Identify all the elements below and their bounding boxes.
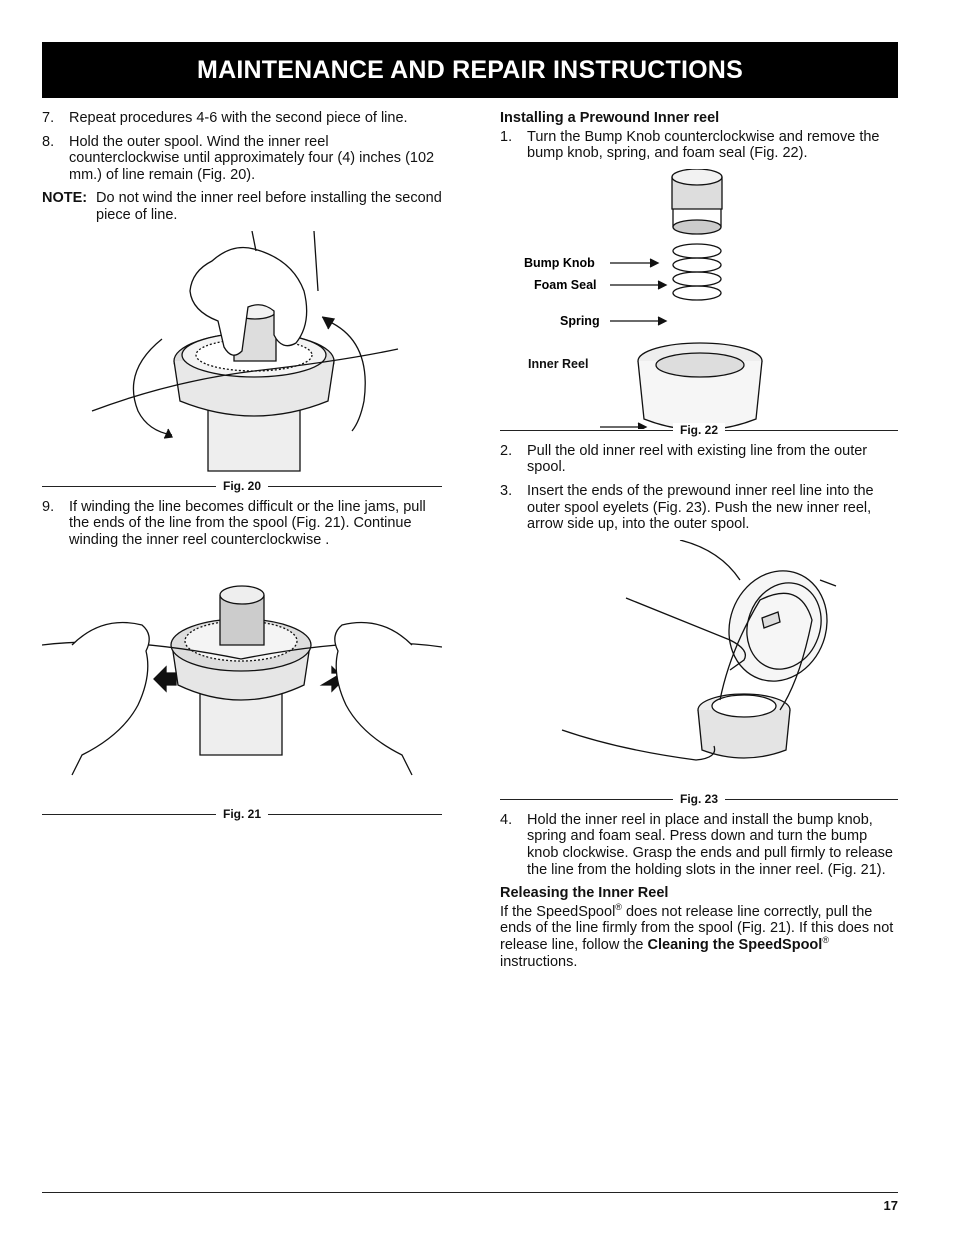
step-number: 4. bbox=[500, 811, 513, 828]
fig22-caption bbox=[500, 423, 898, 437]
cleaning-reference: Cleaning the SpeedSpool bbox=[647, 936, 823, 953]
step-text: Hold the inner reel in place and install the bump knob, spring and foam seal. Press down and turn the bump knob clockwise. Grasp the ends and pull firmly to release the line from the holding slots in the inner reel. (Fig. 21). bbox=[527, 811, 893, 878]
fig23-label: Fig. 23 bbox=[673, 792, 725, 806]
step-number: 2. bbox=[500, 442, 513, 459]
releasing-part3: instructions. bbox=[500, 953, 578, 970]
left-column bbox=[42, 110, 442, 827]
step-text: Pull the old inner reel with existing line from the outer spool. bbox=[527, 442, 868, 476]
fig22-illustration bbox=[500, 169, 898, 429]
fig20-label: Fig. 20 bbox=[216, 479, 268, 493]
step-7 bbox=[42, 110, 442, 127]
step-text: Repeat procedures 4-6 with the second piece of line. bbox=[69, 110, 408, 126]
figure-21 bbox=[42, 555, 442, 805]
label-spring: Spring bbox=[560, 313, 600, 328]
fig21-illustration bbox=[42, 555, 442, 805]
fig21-label: Fig. 21 bbox=[216, 807, 268, 821]
fig23-illustration bbox=[500, 540, 898, 790]
header-banner bbox=[42, 42, 898, 98]
releasing-paragraph bbox=[500, 901, 898, 970]
step-number: 7. bbox=[42, 110, 55, 126]
registered-mark: ® bbox=[615, 901, 622, 912]
releasing-part1: If the SpeedSpool bbox=[500, 903, 616, 920]
step-8 bbox=[42, 134, 442, 184]
right-column bbox=[500, 110, 898, 976]
step-3 bbox=[500, 483, 898, 533]
label-inner-reel: Inner Reel bbox=[528, 357, 589, 371]
step-text: If winding the line becomes difficult or the line jams, pull the ends of the line from the spool (Fig. 21). Continue winding the inner reel counterclockwise . bbox=[69, 498, 426, 548]
step-1 bbox=[500, 129, 898, 162]
step-number: 9. bbox=[42, 498, 55, 515]
installing-heading: Installing a Prewound Inner reel bbox=[500, 110, 720, 126]
step-number: 3. bbox=[500, 482, 513, 499]
fig20-caption bbox=[42, 479, 442, 493]
fig20-illustration bbox=[42, 231, 442, 477]
step-number: 1. bbox=[500, 128, 513, 145]
figure-22 bbox=[500, 169, 898, 429]
fig22-label: Fig. 22 bbox=[673, 423, 725, 437]
page-number: 17 bbox=[883, 1198, 898, 1213]
step-text: Insert the ends of the prewound inner reel line into the outer spool eyelets (Fig. 23). Push the new inner reel, arrow side up, into the outer spool. bbox=[527, 482, 874, 533]
step-9 bbox=[42, 499, 442, 549]
step-4 bbox=[500, 812, 898, 878]
label-foam-seal: Foam Seal bbox=[534, 277, 597, 292]
releasing-part2: does not release line correctly, pull the ends of the line firmly from the spool (Fig. 21). If this does not release line, follow the bbox=[500, 903, 894, 953]
page-title: MAINTENANCE AND REPAIR INSTRUCTIONS bbox=[197, 55, 743, 84]
fig21-caption bbox=[42, 807, 442, 821]
step-2 bbox=[500, 443, 898, 476]
registered-mark-2: ® bbox=[822, 935, 829, 946]
footer-rule bbox=[42, 1192, 898, 1193]
releasing-heading: Releasing the Inner Reel bbox=[500, 885, 669, 902]
step-number: 8. bbox=[42, 133, 55, 150]
note-label: NOTE: bbox=[42, 190, 88, 207]
step-text: Hold the outer spool. Wind the inner reel counterclockwise until approximately four (4) inches (102 mm.) of line remain (Fig. 20). bbox=[69, 133, 435, 183]
label-bump-knob: Bump Knob bbox=[524, 255, 595, 270]
note-text: Do not wind the inner reel before installing the second piece of line. bbox=[96, 190, 442, 223]
fig23-caption bbox=[500, 792, 898, 806]
figure-20 bbox=[42, 231, 442, 477]
figure-23 bbox=[500, 540, 898, 790]
note bbox=[42, 190, 442, 223]
step-text: Turn the Bump Knob counterclockwise and remove the bump knob, spring, and foam seal (Fig. 22). bbox=[527, 128, 880, 162]
